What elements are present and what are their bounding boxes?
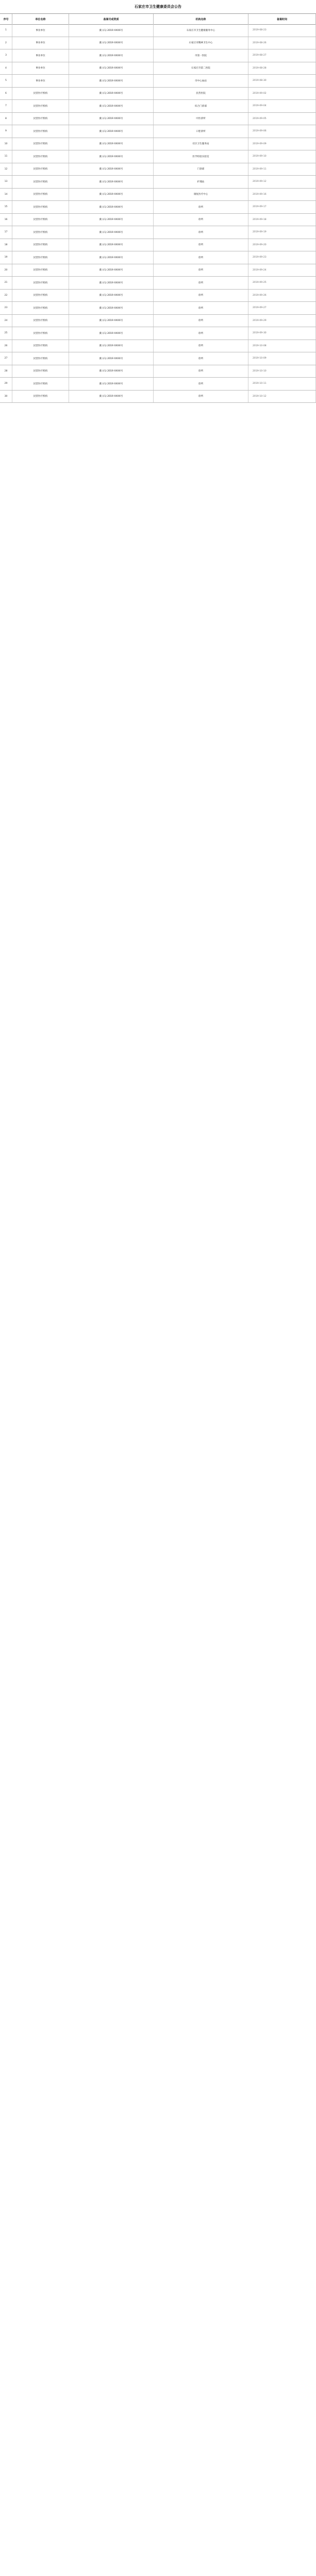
organization-name: 民营医院 [154,88,248,100]
organization-name: 诊所 [154,277,248,289]
record-code: 冀 (石) 2019 XXXX号 [69,75,154,87]
row-number: 22 [0,290,12,302]
unit-name: 民营医疗机构 [12,264,69,277]
record-code: 冀 (石) 2019 XXXX号 [69,113,154,125]
row-number: 20 [0,264,12,277]
record-date: 2019-09-02 [248,88,316,100]
table-row [0,251,316,264]
record-date: 2019-09-30 [248,327,316,340]
column-header: 备案号或资质 [69,14,154,24]
record-code: 冀 (石) 2019 XXXX号 [69,150,154,163]
record-date: 2019-09-09 [248,138,316,150]
unit-name: 民营医疗机构 [12,176,69,188]
record-code: 冀 (石) 2019 XXXX号 [69,327,154,340]
unit-name: 民营医疗机构 [12,239,69,251]
organization-name: 医学检验实验室 [154,150,248,163]
row-number: 11 [0,150,12,163]
unit-name: 民营医疗机构 [12,214,69,226]
record-code: 冀 (石) 2019 XXXX号 [69,49,154,62]
row-number: 5 [0,75,12,87]
unit-name: 民营医疗机构 [12,163,69,176]
record-code: 冀 (石) 2019 XXXX号 [69,138,154,150]
organization-name: 社区卫生服务站 [154,138,248,150]
organization-name: 市第一医院 [154,49,248,62]
record-date: 2019-10-11 [248,378,316,390]
record-date: 2019-09-24 [248,264,316,277]
record-code: 冀 (石) 2019 XXXX号 [69,378,154,390]
table-row [0,24,316,37]
organization-name: 诊所 [154,201,248,213]
record-code: 冀 (石) 2019 XXXX号 [69,100,154,112]
table-row [0,391,316,403]
record-date: 2019-10-10 [248,365,316,378]
unit-name: 民营医疗机构 [12,391,69,403]
table-row [0,201,316,214]
record-date: 2019-09-18 [248,214,316,226]
record-date: 2019-08-30 [248,75,316,87]
record-date: 2019-10-08 [248,340,316,352]
record-code: 冀 (石) 2019 XXXX号 [69,189,154,201]
row-number: 7 [0,100,12,112]
row-number: 30 [0,391,12,403]
organization-name: 诊所 [154,226,248,239]
record-date: 2019-09-05 [248,113,316,125]
record-date: 2019-09-16 [248,189,316,201]
column-header: 机构名称 [154,14,248,24]
table-row [0,226,316,239]
record-date: 2019-08-28 [248,62,316,75]
row-number: 3 [0,49,12,62]
table-row [0,290,316,302]
record-code: 冀 (石) 2019 XXXX号 [69,24,154,37]
organization-name: 诊所 [154,239,248,251]
row-number: 21 [0,277,12,289]
row-number: 4 [0,62,12,75]
table-row [0,315,316,328]
unit-name: 民营医疗机构 [12,251,69,264]
organization-name: 诊所 [154,352,248,365]
record-date: 2019-09-20 [248,239,316,251]
table-row [0,239,316,252]
organization-name: 石家庄市第二医院 [154,62,248,75]
record-code: 冀 (石) 2019 XXXX号 [69,290,154,302]
table-row [0,264,316,277]
organization-name: 诊所 [154,290,248,302]
record-code: 冀 (石) 2019 XXXX号 [69,340,154,352]
document-title: 石家庄市卫生健康委员会公告 [0,0,316,14]
record-code: 冀 (石) 2019 XXXX号 [69,391,154,403]
table-row [0,37,316,50]
organization-name: 诊所 [154,302,248,314]
table-row [0,277,316,290]
organization-name: 诊所 [154,340,248,352]
unit-name: 民营医疗机构 [12,88,69,100]
table-row [0,62,316,75]
record-code: 冀 (石) 2019 XXXX号 [69,176,154,188]
record-code: 冀 (石) 2019 XXXX号 [69,239,154,251]
record-code: 冀 (石) 2019 XXXX号 [69,264,154,277]
organization-name: 石家庄市精神卫生中心 [154,37,248,49]
table-row [0,75,316,88]
organization-name: 护理站 [154,176,248,188]
unit-name: 民营医疗机构 [12,315,69,327]
record-date: 2019-09-19 [248,226,316,239]
table-row [0,214,316,227]
row-number: 6 [0,88,12,100]
record-date: 2019-09-17 [248,201,316,213]
row-number: 28 [0,365,12,378]
unit-name: 民营医疗机构 [12,378,69,390]
record-code: 冀 (石) 2019 XXXX号 [69,214,154,226]
row-number: 27 [0,352,12,365]
unit-name: 民营医疗机构 [12,201,69,213]
record-code: 冀 (石) 2019 XXXX号 [69,277,154,289]
unit-name: 民营医疗机构 [12,327,69,340]
table-row [0,365,316,378]
unit-name: 民营医疗机构 [12,100,69,112]
unit-name: 民营医疗机构 [12,226,69,239]
unit-name: 事业单位 [12,75,69,87]
record-code: 冀 (石) 2019 XXXX号 [69,163,154,176]
record-code: 冀 (石) 2019 XXXX号 [69,201,154,213]
table-row [0,327,316,340]
organization-name: 诊所 [154,264,248,277]
table-row [0,302,316,315]
organization-name: 诊所 [154,327,248,340]
table-row [0,163,316,176]
record-date: 2019-09-04 [248,100,316,112]
row-number: 18 [0,239,12,251]
organization-name: 中医诊所 [154,113,248,125]
table-row [0,352,316,365]
unit-name: 民营医疗机构 [12,340,69,352]
unit-name: 事业单位 [12,49,69,62]
unit-name: 民营医疗机构 [12,277,69,289]
row-number: 15 [0,201,12,213]
record-code: 冀 (石) 2019 XXXX号 [69,125,154,138]
record-date: 2019-09-10 [248,150,316,163]
organization-name: 康复医疗中心 [154,189,248,201]
table-header [0,14,316,25]
unit-name: 民营医疗机构 [12,189,69,201]
record-date: 2019-10-12 [248,391,316,403]
record-date: 2019-09-06 [248,125,316,138]
row-number: 24 [0,315,12,327]
record-date: 2019-09-29 [248,315,316,327]
record-date: 2019-10-09 [248,352,316,365]
record-code: 冀 (石) 2019 XXXX号 [69,37,154,49]
table-row [0,189,316,201]
row-number: 17 [0,226,12,239]
record-code: 冀 (石) 2019 XXXX号 [69,88,154,100]
column-header: 序号 [0,14,12,24]
unit-name: 民营医疗机构 [12,302,69,314]
record-code: 冀 (石) 2019 XXXX号 [69,62,154,75]
organization-name: 诊所 [154,214,248,226]
table-row [0,88,316,100]
organization-name: 诊所 [154,391,248,403]
record-date: 2019-08-23 [248,24,316,37]
table-row [0,113,316,126]
record-code: 冀 (石) 2019 XXXX号 [69,251,154,264]
record-date: 2019-08-26 [248,37,316,49]
table-row [0,340,316,353]
unit-name: 事业单位 [12,37,69,49]
organization-name: 石家庄市卫生健康服务中心 [154,24,248,37]
unit-name: 民营医疗机构 [12,138,69,150]
row-number: 13 [0,176,12,188]
record-code: 冀 (石) 2019 XXXX号 [69,315,154,327]
record-code: 冀 (石) 2019 XXXX号 [69,226,154,239]
unit-name: 民营医疗机构 [12,365,69,378]
table-row [0,378,316,391]
record-date: 2019-09-12 [248,176,316,188]
table-row [0,138,316,151]
organization-name: 诊所 [154,365,248,378]
record-date: 2019-09-26 [248,290,316,302]
organization-name: 门诊部 [154,163,248,176]
unit-name: 事业单位 [12,24,69,37]
unit-name: 民营医疗机构 [12,290,69,302]
row-number: 26 [0,340,12,352]
organization-name: 诊所 [154,315,248,327]
record-date: 2019-08-27 [248,49,316,62]
table-row [0,125,316,138]
row-number: 19 [0,251,12,264]
unit-name: 民营医疗机构 [12,352,69,365]
column-header: 单位名称 [12,14,69,24]
organization-name: 诊所 [154,378,248,390]
organization-name: 市中心血站 [154,75,248,87]
organization-name: 综合门诊部 [154,100,248,112]
table-row [0,150,316,163]
row-number: 23 [0,302,12,314]
row-number: 8 [0,113,12,125]
record-code: 冀 (石) 2019 XXXX号 [69,302,154,314]
unit-name: 民营医疗机构 [12,150,69,163]
table-row [0,176,316,189]
record-date: 2019-09-11 [248,163,316,176]
organization-name: 口腔诊所 [154,125,248,138]
row-number: 16 [0,214,12,226]
unit-name: 事业单位 [12,62,69,75]
unit-name: 民营医疗机构 [12,125,69,138]
unit-name: 民营医疗机构 [12,113,69,125]
row-number: 14 [0,189,12,201]
record-date: 2019-09-25 [248,277,316,289]
table-row [0,49,316,62]
row-number: 10 [0,138,12,150]
row-number: 2 [0,37,12,49]
row-number: 12 [0,163,12,176]
table-body [0,24,316,2576]
organization-name: 诊所 [154,251,248,264]
record-date: 2019-09-27 [248,302,316,314]
record-code: 冀 (石) 2019 XXXX号 [69,365,154,378]
row-number: 25 [0,327,12,340]
column-header: 备案时间 [248,14,316,24]
row-number: 9 [0,125,12,138]
record-date: 2019-09-23 [248,251,316,264]
row-number: 1 [0,24,12,37]
record-code: 冀 (石) 2019 XXXX号 [69,352,154,365]
row-number: 29 [0,378,12,390]
table-row [0,100,316,113]
